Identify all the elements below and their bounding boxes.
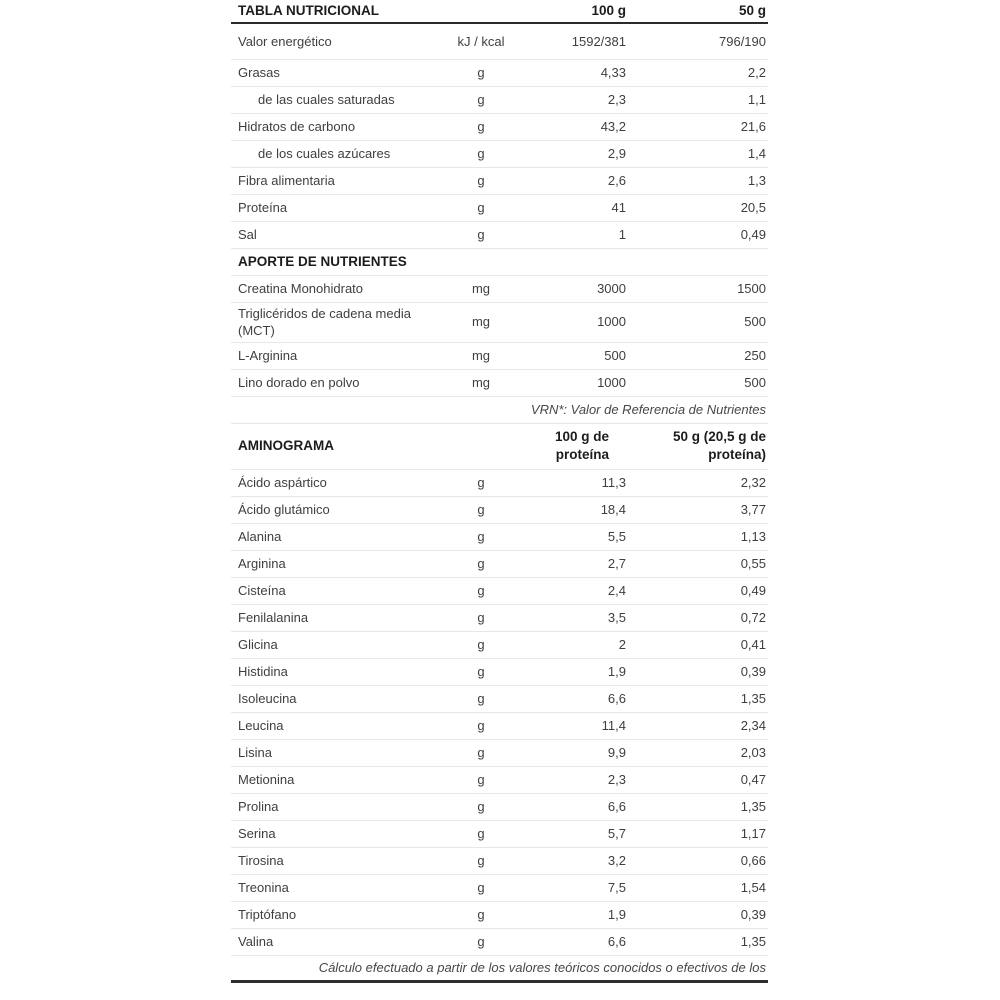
table-title: TABLA NUTRICIONAL	[238, 3, 379, 18]
value-100g: 6,6	[607, 934, 626, 950]
nutrition-rows	[231, 23, 768, 248]
table-row	[231, 928, 768, 955]
unit-cell: g	[477, 718, 485, 734]
value-100g: 7,5	[607, 880, 626, 896]
table-row	[231, 766, 768, 793]
unit-cell: g	[477, 199, 485, 215]
table-row	[231, 658, 768, 685]
footer-note-row	[231, 955, 768, 981]
nutrient-label: Metionina	[238, 772, 295, 788]
table-row	[231, 820, 768, 847]
value-50g: 0,41	[740, 637, 766, 653]
nutrient-label: Valina	[238, 934, 274, 950]
nutrient-label: Proteína	[238, 199, 288, 215]
nutrient-label: Prolina	[238, 799, 279, 815]
section-header-row-aporte	[231, 248, 768, 275]
value-100g: 4,33	[600, 64, 626, 80]
unit-cell: mg	[471, 348, 491, 364]
unit-cell: g	[477, 583, 485, 599]
nutrient-label: Treonina	[238, 880, 289, 896]
nutrient-rows	[231, 275, 768, 396]
value-100g: 3000	[597, 280, 626, 296]
unit-cell: g	[477, 853, 485, 869]
section-aporte	[231, 248, 768, 275]
value-100g: 2,3	[607, 772, 626, 788]
value-100g: 41	[611, 199, 626, 215]
value-100g: 9,9	[607, 745, 626, 761]
table-row	[231, 221, 768, 248]
unit-cell: g	[477, 691, 485, 707]
value-100g: 2,6	[607, 172, 626, 188]
nutrient-label: Glicina	[238, 637, 278, 653]
nutrient-label: Ácido glutámico	[238, 502, 330, 518]
unit-cell: mg	[471, 280, 491, 296]
value-50g: 1,4	[747, 145, 766, 161]
unit-cell: g	[477, 799, 485, 815]
section-title-aporte: APORTE DE NUTRIENTES	[238, 253, 407, 269]
section-title-aminograma: AMINOGRAMA	[238, 438, 334, 454]
section-aminograma	[231, 423, 768, 469]
nutrient-label: Isoleucina	[238, 691, 297, 707]
value-50g: 0,39	[740, 907, 766, 923]
footer-note-section	[231, 955, 768, 981]
vrn-note: VRN*: Valor de Referencia de Nutrientes	[530, 402, 766, 418]
nutrient-label: Sal	[238, 226, 257, 242]
table-row	[231, 194, 768, 221]
value-50g: 2,34	[740, 718, 766, 734]
table-row	[231, 550, 768, 577]
nutrient-label: Tirosina	[238, 853, 284, 869]
value-50g: 0,39	[740, 664, 766, 680]
footer-note: Cálculo efectuado a partir de los valores teóricos conocidos o efectivos de los	[318, 960, 766, 976]
nutrient-label: Cisteína	[238, 583, 286, 599]
value-100g: 3,5	[607, 610, 626, 626]
nutrient-label: Alanina	[238, 529, 282, 545]
unit-cell: g	[477, 880, 485, 896]
value-100g: 3,2	[607, 853, 626, 869]
unit-cell: g	[477, 226, 485, 242]
value-100g: 11,3	[601, 475, 626, 491]
nutrient-label: Lino dorado en polvo	[238, 375, 360, 391]
amino-column-header-50g-text: 50 g (20,5 g de proteína)	[672, 429, 766, 463]
nutrient-label: Valor energético	[238, 33, 332, 49]
nutrient-label: Leucina	[238, 718, 284, 734]
unit-cell: g	[477, 934, 485, 950]
value-100g: 1000	[597, 314, 626, 330]
vrn-note-section	[231, 396, 768, 423]
nutrition-table	[231, 0, 768, 983]
table-row	[231, 275, 768, 302]
value-50g: 1,35	[740, 799, 766, 815]
value-50g: 2,03	[740, 745, 766, 761]
nutrient-label: de las cuales saturadas	[258, 91, 395, 107]
value-100g: 6,6	[607, 799, 626, 815]
nutrient-label: Creatina Monohidrato	[238, 280, 364, 296]
table-row	[231, 496, 768, 523]
value-50g: 250	[744, 348, 766, 364]
value-50g: 21,6	[740, 118, 766, 134]
column-header-100g: 100 g	[591, 3, 626, 18]
table-row	[231, 631, 768, 658]
value-50g: 1,3	[747, 172, 766, 188]
value-50g: 0,66	[740, 853, 766, 869]
value-50g: 500	[744, 314, 766, 330]
value-100g: 5,5	[607, 529, 626, 545]
nutrient-label: Hidratos de carbono	[238, 118, 356, 134]
value-100g: 500	[604, 348, 626, 364]
amino-column-header-50g	[626, 423, 768, 469]
section-header-row-aminograma	[231, 423, 768, 469]
nutrient-label: Grasas	[238, 64, 280, 80]
value-100g: 2	[618, 637, 626, 653]
value-100g: 1000	[597, 375, 626, 391]
table-row	[231, 140, 768, 167]
table-head	[231, 0, 768, 23]
value-100g: 2,9	[607, 145, 626, 161]
unit-cell: g	[477, 772, 485, 788]
value-50g: 1,13	[740, 529, 766, 545]
nutrient-label: Ácido aspártico	[238, 475, 327, 491]
value-100g: 5,7	[607, 826, 626, 842]
table-row	[231, 739, 768, 766]
aminogram-rows	[231, 469, 768, 955]
value-50g: 1,54	[740, 880, 766, 896]
value-50g: 1,1	[747, 91, 766, 107]
unit-cell: g	[477, 475, 485, 491]
unit-cell: g	[477, 91, 485, 107]
value-100g: 1,9	[607, 664, 626, 680]
table-header-row	[231, 0, 768, 23]
value-50g: 1,17	[740, 826, 766, 842]
table-row	[231, 59, 768, 86]
nutrient-label: Fenilalanina	[238, 610, 309, 626]
value-100g: 18,4	[600, 502, 626, 518]
nutrient-label: Histidina	[238, 664, 288, 680]
unit-cell: mg	[471, 375, 491, 391]
value-50g: 1,35	[740, 934, 766, 950]
table-row	[231, 469, 768, 496]
column-header-50g: 50 g	[738, 3, 766, 18]
value-100g: 6,6	[607, 691, 626, 707]
unit-cell: g	[477, 145, 485, 161]
table-row	[231, 342, 768, 369]
value-100g: 1	[618, 226, 626, 242]
value-100g: 43,2	[600, 118, 626, 134]
unit-cell: g	[477, 664, 485, 680]
value-50g: 0,47	[740, 772, 766, 788]
unit-cell: g	[477, 172, 485, 188]
value-50g: 2,32	[740, 475, 766, 491]
unit-cell: kJ / kcal	[457, 33, 505, 49]
unit-cell: mg	[471, 314, 491, 330]
value-50g: 500	[744, 375, 766, 391]
value-100g: 11,4	[601, 718, 626, 734]
value-50g: 2,2	[747, 64, 766, 80]
unit-cell: g	[477, 556, 485, 572]
unit-cell: g	[477, 610, 485, 626]
table-row	[231, 847, 768, 874]
value-50g: 0,49	[740, 583, 766, 599]
unit-cell: g	[477, 529, 485, 545]
table-row	[231, 712, 768, 739]
table-row	[231, 113, 768, 140]
unit-cell: g	[477, 907, 485, 923]
table-row	[231, 793, 768, 820]
value-100g: 2,7	[607, 556, 626, 572]
table-row	[231, 577, 768, 604]
value-100g: 1592/381	[571, 33, 626, 49]
unit-cell: g	[477, 826, 485, 842]
table-row	[231, 23, 768, 59]
table-row	[231, 685, 768, 712]
nutrient-label: Triglicéridos de cadena media (MCT)	[238, 305, 411, 339]
value-50g: 20,5	[740, 199, 766, 215]
nutrient-label: Serina	[238, 826, 276, 842]
nutrient-label: L-Arginina	[238, 348, 298, 364]
nutrition-label	[231, 0, 768, 983]
nutrient-label: de los cuales azúcares	[258, 145, 391, 161]
table-row	[231, 901, 768, 928]
table-row	[231, 523, 768, 550]
table-row	[231, 369, 768, 396]
unit-cell: g	[477, 502, 485, 518]
unit-cell: g	[477, 64, 485, 80]
nutrient-label: Lisina	[238, 745, 272, 761]
table-row	[231, 167, 768, 194]
table-row	[231, 302, 768, 342]
unit-cell: g	[477, 637, 485, 653]
value-100g: 2,4	[607, 583, 626, 599]
value-50g: 0,55	[740, 556, 766, 572]
value-50g: 796/190	[719, 33, 766, 49]
value-50g: 0,72	[740, 610, 766, 626]
unit-cell: g	[477, 745, 485, 761]
unit-header-cell	[436, 0, 526, 23]
unit-cell: g	[477, 118, 485, 134]
value-50g: 1500	[737, 280, 766, 296]
table-row	[231, 604, 768, 631]
table-row	[231, 874, 768, 901]
table-row	[231, 86, 768, 113]
nutrient-label: Triptófano	[238, 907, 297, 923]
value-100g: 2,3	[607, 91, 626, 107]
value-50g: 1,35	[740, 691, 766, 707]
value-50g: 3,77	[740, 502, 766, 518]
nutrient-label: Fibra alimentaria	[238, 172, 335, 188]
vrn-note-row	[231, 396, 768, 423]
amino-column-header-100g: 100 g de proteína	[554, 429, 609, 463]
value-100g: 1,9	[607, 907, 626, 923]
value-50g: 0,49	[740, 226, 766, 242]
nutrient-label: Arginina	[238, 556, 286, 572]
